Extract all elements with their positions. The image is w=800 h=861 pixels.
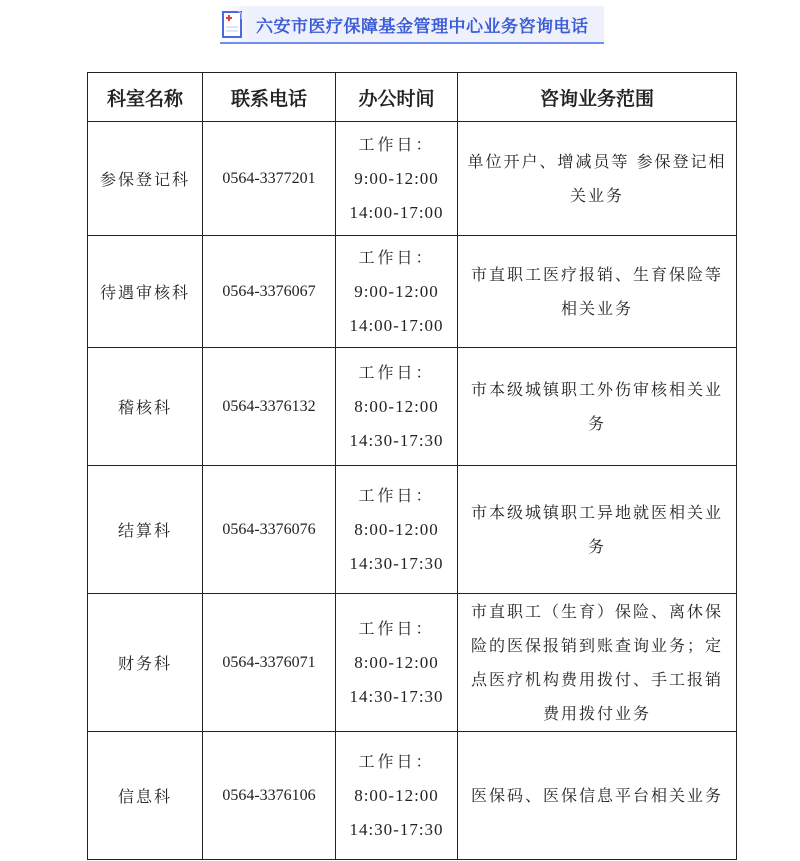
workday-label: 工作日： (358, 134, 435, 154)
business-scope: 医保码、医保信息平台相关业务 (458, 732, 737, 860)
business-scope: 市直职工（生育）保险、离休保险的医保报销到账查询业务；定点医疗机构费用拨付、手工报销费用拨付业务 (458, 594, 737, 732)
table-row (88, 236, 737, 348)
phone-number: 0564-3377201 (203, 122, 336, 236)
dept-name: 财务科 (88, 594, 203, 732)
workday-label: 工作日： (358, 362, 435, 382)
phone-number: 0564-3376071 (203, 594, 336, 732)
am-hours: 8:00-12:00 (354, 785, 439, 805)
workday-label: 工作日： (358, 751, 435, 771)
office-hours (336, 732, 458, 860)
business-scope: 市直职工医疗报销、生育保险等相关业务 (458, 236, 737, 348)
pm-hours: 14:30-17:30 (349, 553, 444, 573)
table-row (88, 466, 737, 594)
workday-label: 工作日： (358, 485, 435, 505)
dept-name: 信息科 (88, 732, 203, 860)
pm-hours: 14:30-17:30 (349, 686, 444, 706)
phone-number: 0564-3376106 (203, 732, 336, 860)
header-phone: 联系电话 (203, 73, 336, 122)
header-scope: 咨询业务范围 (458, 73, 737, 122)
phone-number: 0564-3376132 (203, 348, 336, 466)
workday-label: 工作日： (358, 618, 435, 638)
table-row (88, 348, 737, 466)
dept-name: 结算科 (88, 466, 203, 594)
dept-name: 稽核科 (88, 348, 203, 466)
dept-name: 参保登记科 (88, 122, 203, 236)
am-hours: 8:00-12:00 (354, 519, 439, 539)
am-hours: 9:00-12:00 (354, 281, 439, 301)
business-scope: 市本级城镇职工外伤审核相关业务 (458, 348, 737, 466)
office-hours (336, 594, 458, 732)
business-scope: 单位开户、增减员等 参保登记相关业务 (458, 122, 737, 236)
header-hours: 办公时间 (336, 73, 458, 122)
pm-hours: 14:30-17:30 (349, 430, 444, 450)
table-row (88, 594, 737, 732)
phone-number: 0564-3376067 (203, 236, 336, 348)
am-hours: 8:00-12:00 (354, 396, 439, 416)
am-hours: 9:00-12:00 (354, 168, 439, 188)
office-hours (336, 236, 458, 348)
table-row (88, 122, 737, 236)
workday-label: 工作日： (358, 247, 435, 267)
pm-hours: 14:00-17:00 (349, 202, 444, 222)
table-row (88, 732, 737, 860)
title-banner (220, 6, 604, 44)
contact-table (87, 72, 737, 860)
header-dept: 科室名称 (88, 73, 203, 122)
dept-name: 待遇审核科 (88, 236, 203, 348)
business-scope: 市本级城镇职工异地就医相关业务 (458, 466, 737, 594)
clipboard-medical-icon (222, 9, 244, 39)
office-hours (336, 348, 458, 466)
pm-hours: 14:00-17:00 (349, 315, 444, 335)
office-hours (336, 466, 458, 594)
office-hours (336, 122, 458, 236)
pm-hours: 14:30-17:30 (349, 819, 444, 839)
page-title: 六安市医疗保障基金管理中心业务咨询电话 (256, 16, 589, 37)
am-hours: 8:00-12:00 (354, 652, 439, 672)
phone-number: 0564-3376076 (203, 466, 336, 594)
table-header-row (88, 73, 737, 122)
